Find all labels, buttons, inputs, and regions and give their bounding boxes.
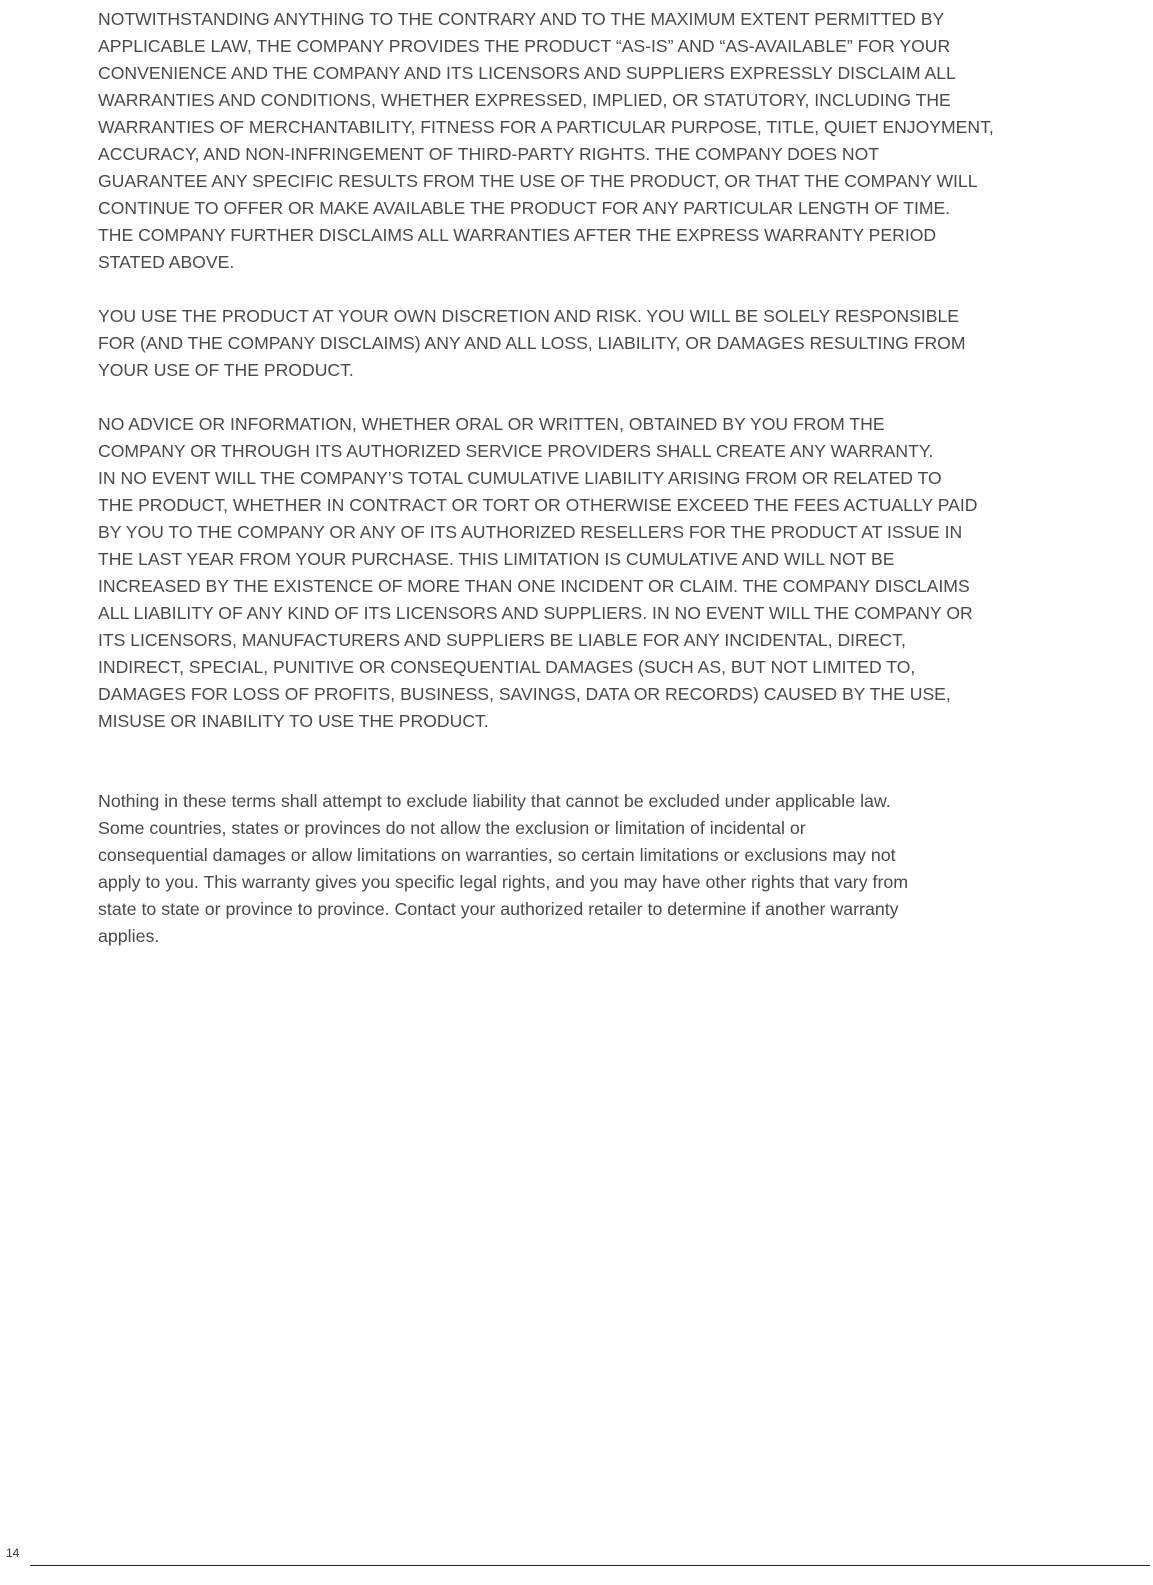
- text-line: COMPANY OR THROUGH ITS AUTHORIZED SERVICE PROVIDERS SHALL CREATE ANY WARRANTY.: [98, 441, 934, 461]
- text-line: THE PRODUCT, WHETHER IN CONTRACT OR TORT OR OTHERWISE EXCEED THE FEES ACTUALLY PAID: [98, 495, 978, 515]
- text-line: APPLICABLE LAW, THE COMPANY PROVIDES THE PRODUCT “AS-IS” AND “AS-AVAILABLE” FOR YOUR: [98, 36, 951, 56]
- text-line: INCREASED BY THE EXISTENCE OF MORE THAN ONE INCIDENT OR CLAIM. THE COMPANY DISCLAIMS: [98, 576, 970, 596]
- text-line: IN NO EVENT WILL THE COMPANY’S TOTAL CUMULATIVE LIABILITY ARISING FROM OR RELATED TO: [98, 468, 942, 488]
- text-line: BY YOU TO THE COMPANY OR ANY OF ITS AUTHORIZED RESELLERS FOR THE PRODUCT AT ISSUE IN: [98, 522, 963, 542]
- text-line: ALL LIABILITY OF ANY KIND OF ITS LICENSORS AND SUPPLIERS. IN NO EVENT WILL THE COMPANY OR: [98, 603, 973, 623]
- text-line: ACCURACY, AND NON-INFRINGEMENT OF THIRD-PARTY RIGHTS. THE COMPANY DOES NOT: [98, 144, 880, 164]
- text-line: NO ADVICE OR INFORMATION, WHETHER ORAL OR WRITTEN, OBTAINED BY YOU FROM THE: [98, 414, 885, 434]
- risk-paragraph: [98, 303, 1120, 384]
- text-line: STATED ABOVE.: [98, 252, 235, 272]
- text-line: Some countries, states or provinces do not allow the exclusion or limitation of incidental or: [98, 818, 806, 838]
- text-line: CONTINUE TO OFFER OR MAKE AVAILABLE THE PRODUCT FOR ANY PARTICULAR LENGTH OF TIME.: [98, 198, 951, 218]
- liability-paragraph: [98, 411, 1120, 735]
- text-line: applies.: [98, 926, 160, 946]
- text-line: WARRANTIES AND CONDITIONS, WHETHER EXPRESSED, IMPLIED, OR STATUTORY, INCLUDING THE: [98, 90, 951, 110]
- text-line: GUARANTEE ANY SPECIFIC RESULTS FROM THE USE OF THE PRODUCT, OR THAT THE COMPANY WILL: [98, 171, 978, 191]
- footer-divider: [30, 1565, 1150, 1566]
- text-line: DAMAGES FOR LOSS OF PROFITS, BUSINESS, SAVINGS, DATA OR RECORDS) CAUSED BY THE USE,: [98, 684, 951, 704]
- disclaimer-paragraph: [98, 6, 1120, 276]
- text-line: state to state or province to province. Contact your authorized retailer to determine if another warranty: [98, 899, 899, 919]
- text-line: consequential damages or allow limitations on warranties, so certain limitations or exclusions may not: [98, 845, 896, 865]
- text-line: ITS LICENSORS, MANUFACTURERS AND SUPPLIERS BE LIABLE FOR ANY INCIDENTAL, DIRECT,: [98, 630, 906, 650]
- text-line: INDIRECT, SPECIAL, PUNITIVE OR CONSEQUENTIAL DAMAGES (SUCH AS, BUT NOT LIMITED TO,: [98, 657, 916, 677]
- text-line: THE LAST YEAR FROM YOUR PURCHASE. THIS LIMITATION IS CUMULATIVE AND WILL NOT BE: [98, 549, 895, 569]
- text-line: Nothing in these terms shall attempt to exclude liability that cannot be excluded under applicable law.: [98, 791, 891, 811]
- text-line: NOTWITHSTANDING ANYTHING TO THE CONTRARY AND TO THE MAXIMUM EXTENT PERMITTED BY: [98, 9, 945, 29]
- text-line: MISUSE OR INABILITY TO USE THE PRODUCT.: [98, 711, 489, 731]
- text-line: CONVENIENCE AND THE COMPANY AND ITS LICENSORS AND SUPPLIERS EXPRESSLY DISCLAIM ALL: [98, 63, 956, 83]
- text-line: THE COMPANY FURTHER DISCLAIMS ALL WARRANTIES AFTER THE EXPRESS WARRANTY PERIOD: [98, 225, 937, 245]
- text-line: WARRANTIES OF MERCHANTABILITY, FITNESS FOR A PARTICULAR PURPOSE, TITLE, QUIET ENJOYMENT,: [98, 117, 994, 137]
- text-line: FOR (AND THE COMPANY DISCLAIMS) ANY AND ALL LOSS, LIABILITY, OR DAMAGES RESULTING FROM: [98, 333, 966, 353]
- page-number: 14: [6, 1546, 20, 1560]
- document-body: [98, 6, 1120, 950]
- legal-rights-paragraph: [98, 788, 1120, 950]
- text-line: apply to you. This warranty gives you specific legal rights, and you may have other rights that vary from: [98, 872, 909, 892]
- text-line: YOUR USE OF THE PRODUCT.: [98, 360, 354, 380]
- text-line: YOU USE THE PRODUCT AT YOUR OWN DISCRETION AND RISK. YOU WILL BE SOLELY RESPONSIBLE: [98, 306, 960, 326]
